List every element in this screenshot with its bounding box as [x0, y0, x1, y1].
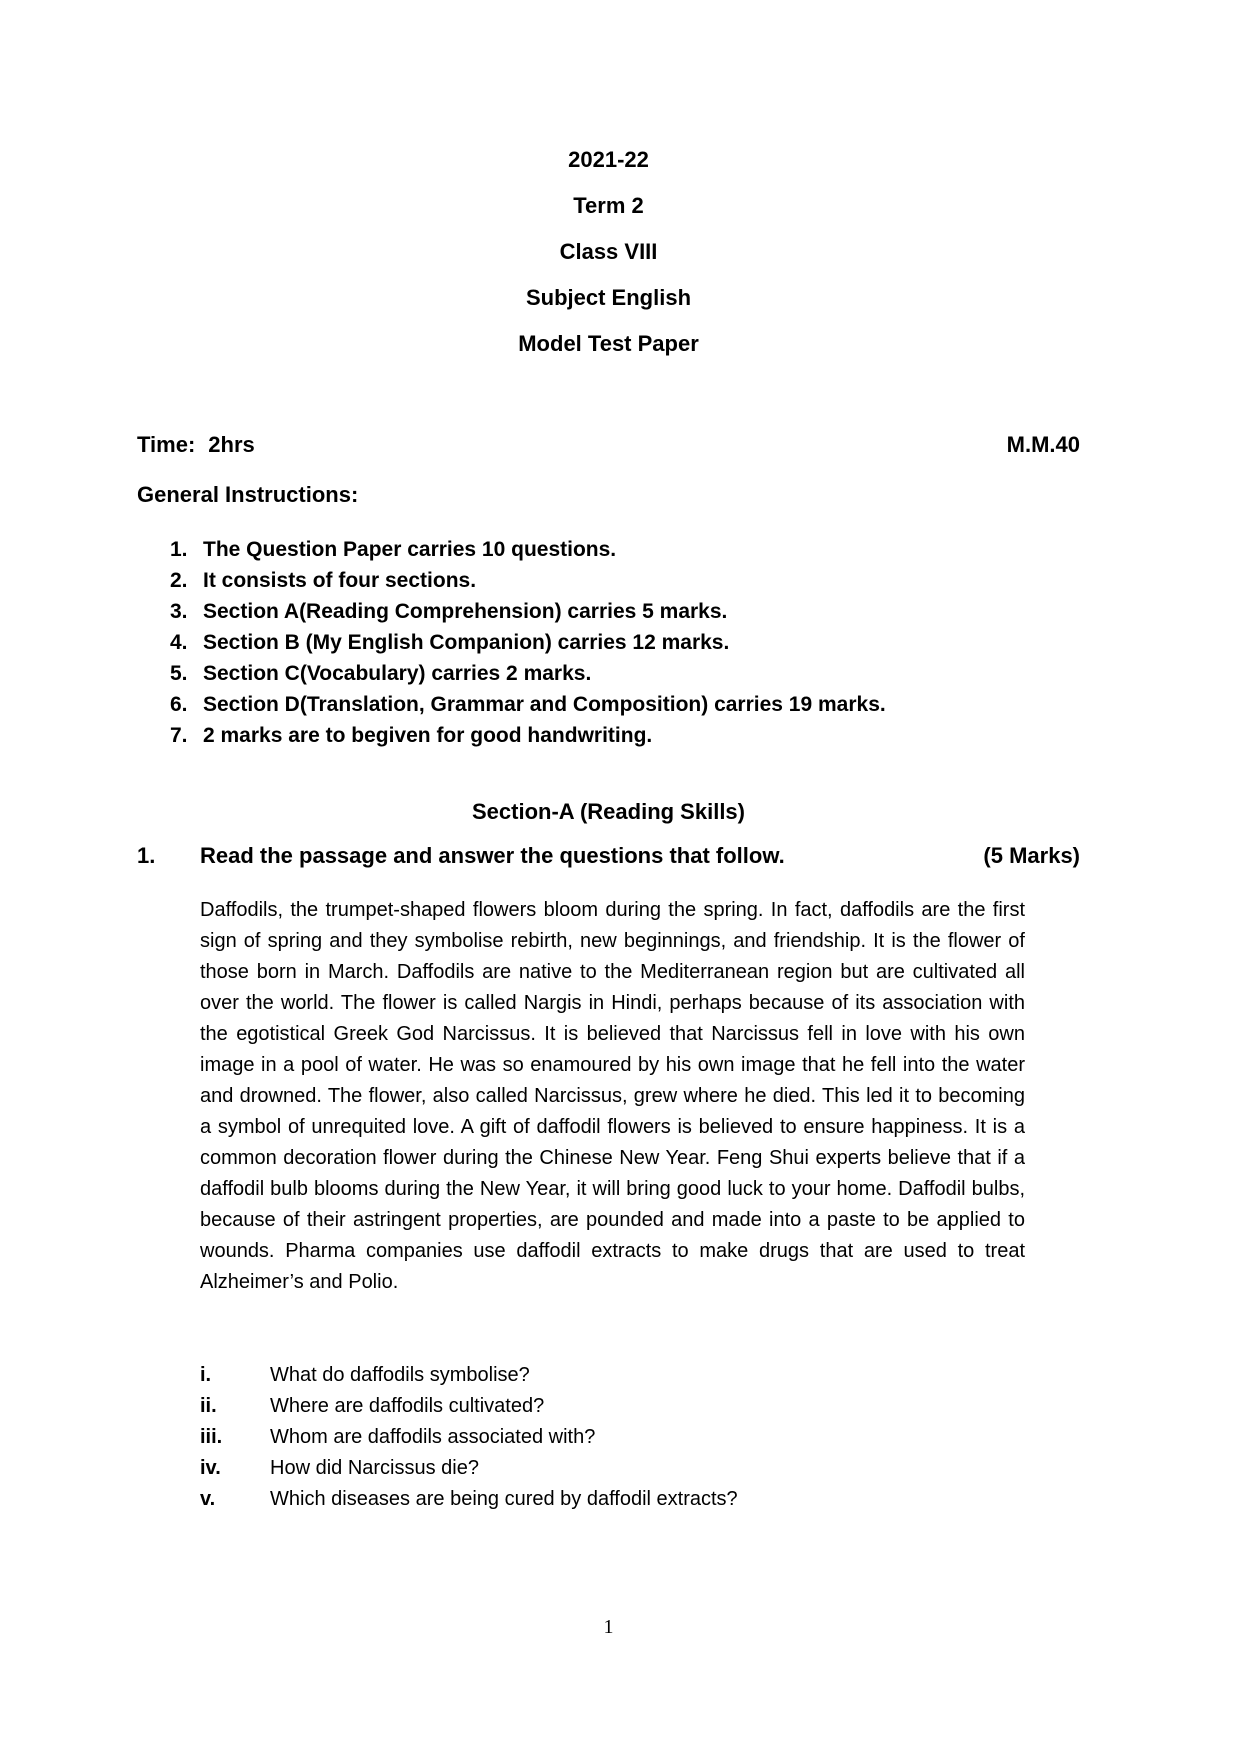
- sub-question: [200, 1391, 1080, 1422]
- sub-question-number: iii.: [200, 1426, 223, 1448]
- time-label: Time:: [137, 432, 196, 457]
- instruction-number: 7.: [170, 724, 188, 747]
- instruction-item: [170, 658, 1080, 689]
- document-header: [137, 148, 1080, 356]
- header-session-year: 2021-22: [568, 147, 649, 172]
- sub-question-number: iv.: [200, 1457, 221, 1479]
- time-group: [137, 432, 255, 458]
- sub-question-text: Whom are daffodils associated with?: [270, 1426, 596, 1448]
- instruction-text: 2 marks are to begiven for good handwriting.: [203, 724, 653, 747]
- time-value: 2hrs: [208, 432, 255, 457]
- sub-question: [200, 1453, 1080, 1484]
- sub-question: [200, 1360, 1080, 1391]
- section-a-heading: Section-A (Reading Skills): [471, 799, 745, 824]
- sub-question: [200, 1484, 1080, 1515]
- instruction-text: It consists of four sections.: [203, 569, 477, 592]
- instruction-item: [170, 534, 1080, 565]
- header-paper-title: Model Test Paper: [518, 331, 699, 356]
- instruction-number: 4.: [170, 631, 188, 654]
- general-instructions-list: [170, 534, 1080, 751]
- meta-row: [137, 432, 1080, 458]
- header-term: Term 2: [573, 193, 644, 218]
- instruction-text: The Question Paper carries 10 questions.: [203, 538, 617, 561]
- general-instructions-heading: General Instructions:: [137, 482, 359, 507]
- instruction-number: 6.: [170, 693, 188, 716]
- instruction-item: [170, 565, 1080, 596]
- header-subject: Subject English: [525, 285, 692, 310]
- max-marks-label: M.M.40: [1006, 432, 1080, 457]
- question-marks: (5 Marks): [983, 843, 1080, 868]
- question-number: 1.: [137, 843, 156, 868]
- instruction-text: Section D(Translation, Grammar and Composition) carries 19 marks.: [203, 693, 886, 716]
- sub-question-number: v.: [200, 1488, 216, 1510]
- sub-question-text: What do daffodils symbolise?: [270, 1364, 530, 1386]
- header-class: Class VIII: [559, 239, 658, 264]
- question-text: Read the passage and answer the questions that follow.: [200, 843, 785, 868]
- instruction-text: Section C(Vocabulary) carries 2 marks.: [203, 662, 592, 685]
- sub-question: [200, 1422, 1080, 1453]
- instruction-text: Section A(Reading Comprehension) carries 5 marks.: [203, 600, 728, 623]
- page-number: 1: [603, 1616, 614, 1638]
- sub-question-text: Where are daffodils cultivated?: [270, 1395, 545, 1417]
- instruction-number: 5.: [170, 662, 188, 685]
- instruction-item: [170, 689, 1080, 720]
- instruction-number: 2.: [170, 569, 188, 592]
- question-1-row: [137, 843, 1080, 869]
- sub-question-number: i.: [200, 1364, 212, 1386]
- sub-question-list: [200, 1360, 1080, 1515]
- sub-question-text: Which diseases are being cured by daffodil extracts?: [270, 1488, 738, 1510]
- sub-question-number: ii.: [200, 1395, 217, 1417]
- instruction-number: 3.: [170, 600, 188, 623]
- sub-question-text: How did Narcissus die?: [270, 1457, 479, 1479]
- instruction-item: [170, 627, 1080, 658]
- instruction-number: 1.: [170, 538, 188, 561]
- instruction-item: [170, 596, 1080, 627]
- instruction-item: [170, 720, 1080, 751]
- reading-passage: Daffodils, the trumpet-shaped flowers bloom during the spring. In fact, daffodils are the first sign of spring and they symbolise rebirth, new beginnings, and friendship. It is the flower of those born in March. Daffodils are native to the Mediterranean region but are cultivated all over the world. The flower is called Nargis in Hindi, perhaps because of its association with the egotistical Greek God Narcissus. It is believed that Narcissus fell in love with his own image in a pool of water. He was so enamoured by his own image that he fell into the water and drowned. The flower, also called Narcissus, grew where he died. This led it to becoming a symbol of unrequited love. A gift of daffodil flowers is believed to ensure happiness. It is a common decoration flower during the Chinese New Year. Feng Shui experts believe that if a daffodil bulb blooms during the New Year, it will bring good luck to your home. Daffodil bulbs, because of their astringent properties, are pounded and made into a paste to be applied to wounds. Pharma companies use daffodil extracts to make drugs that are used to treat Alzheimer’s and Polio.: [200, 899, 1025, 1293]
- instruction-text: Section B (My English Companion) carries 12 marks.: [203, 631, 730, 654]
